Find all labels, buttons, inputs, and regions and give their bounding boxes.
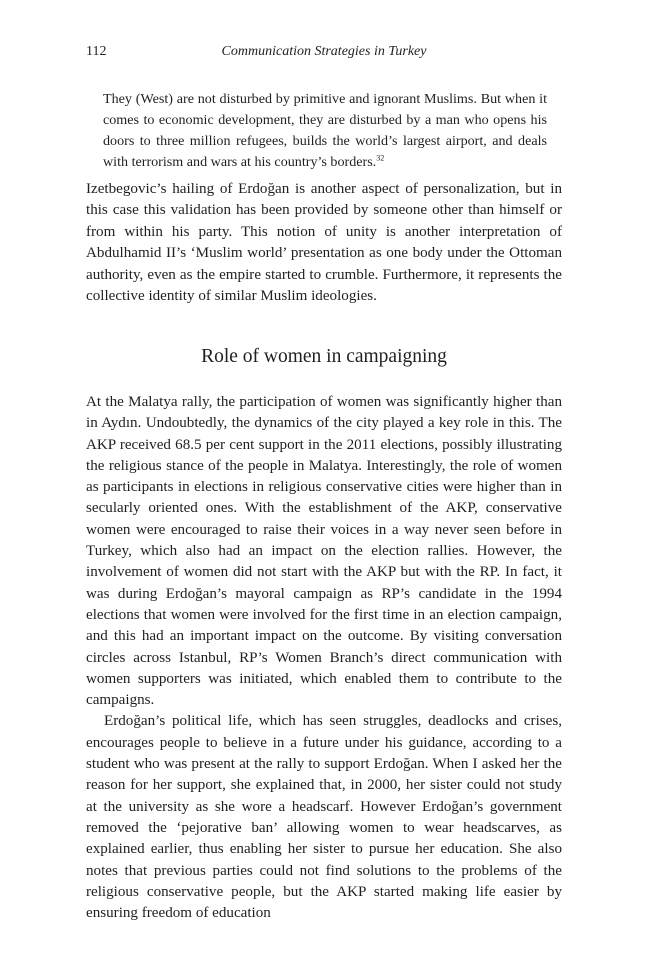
footnote-reference: 32 [376, 153, 385, 163]
page-header [86, 44, 562, 64]
paragraph: Erdoğan’s political life, which has seen struggles, deadlocks and crises, encourages people to believe in a future under his guidance, according to a student who was present at the rally to support Erdoğan. When I asked her the reason for her support, she explained that, in 2000, her sister could not study at the university as she wore a headscarf. However Erdoğan’s government removed the ‘pejorative ban’ allowing women to wear headscarves, as explained earlier, thus enabling her sister to pursue her education. She also notes that previous parties could not find solutions to the problems of the religious conservative people, but the AKP started making life easier by ensuring freedom of education [86, 713, 562, 922]
section-heading: Role of women in campaigning [201, 346, 447, 367]
page-number: 112 [86, 44, 107, 59]
block-quote-text: They (West) are not disturbed by primitive and ignorant Muslims. But when it comes to economic development, they are disturbed by a man who opens his doors to three million refugees, builds the world’s largest airport, and deals with terrorism and wars at his country’s borders. [103, 91, 547, 170]
paragraph: At the Malatya rally, the participation of women was significantly higher than in Aydın. Undoubtedly, the dynamics of the city played a key role in this. The AKP received 68.5 per cent support in the 2011 elections, possibly illustrating the religious stance of the people in Malatya. Interestingly, the role of women as participants in elections in religious conservative cities were higher than in secularly oriented ones. With the establishment of the AKP, conservative women were encouraged to raise their voices in a way never seen before in Turkey, which also had an impact on the election rallies. However, the involvement of women did not start with the AKP but with the RP. In fact, it was during Erdoğan’s mayoral campaign as RP’s candidate in the 1994 elections that women were involved for the first time in an election campaign, and this had an important impact on the outcome. By visiting conversation circles across Istanbul, RP’s Women Branch’s direct communication with women supporters was initiated, which enabled them to contribute to the campaigns. [86, 394, 562, 709]
paragraph: Izetbegovic’s hailing of Erdoğan is another aspect of personalization, but in this case this validation has been provided by someone other than himself or from within his party. This notion of unity is another interpretation of Abdulhamid II’s ‘Muslim world’ presentation as one body under the Ottoman authority, even as the empire started to crumble. Furthermore, it represents the collective identity of similar Muslim ideologies. [86, 181, 562, 305]
running-title: Communication Strategies in Turkey [221, 44, 427, 59]
section-body [86, 392, 562, 924]
block-quote [103, 89, 547, 173]
